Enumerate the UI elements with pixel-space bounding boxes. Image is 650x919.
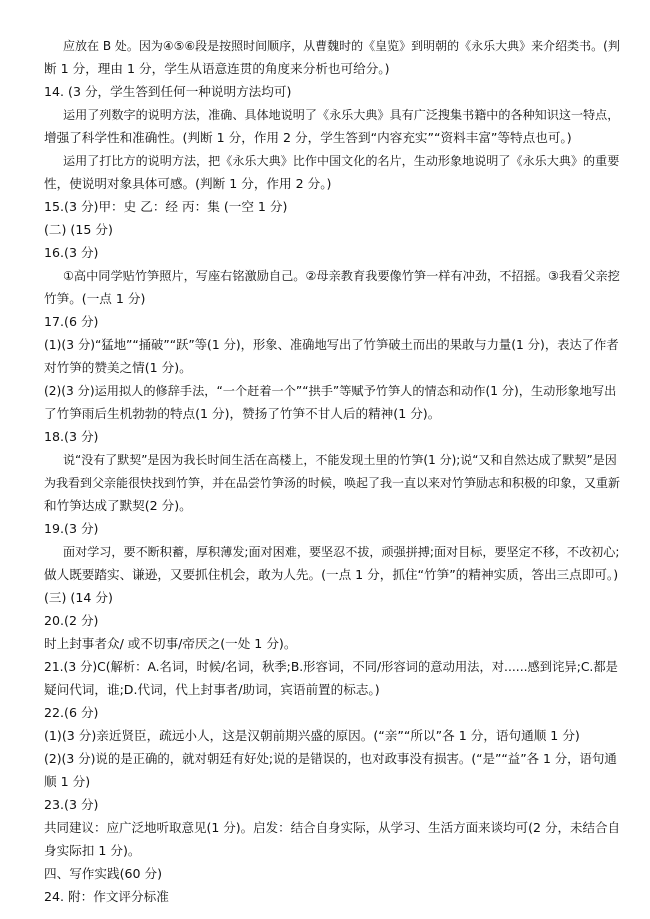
question-heading: 23.(3 分): [44, 797, 99, 812]
text-line: (2)(3 分)运用拟人的修辞手法，“一个赶着一个”“拱手”等赋予竹笋人的情态和动作(1 分)，生动形象地写出: [44, 384, 617, 398]
question-heading: 14. (3 分，学生答到任何一种说明方法均可): [44, 84, 292, 99]
text-line: (1)(3 分)亲近贤臣，疏远小人，这是汉朝前期兴盛的原因。(“亲”“所以”各 1 分，语句通顺 1 分): [44, 728, 580, 743]
text-line: 顺 1 分): [44, 774, 91, 789]
question-heading: 22.(6 分): [44, 705, 99, 720]
text-line: 面对学习，要不断积蓄，厚积薄发;面对困难，要坚忍不拔，顽强拼搏;面对目标，要坚定不移，不改初心;: [63, 545, 620, 559]
question-heading: 18.(3 分): [44, 429, 99, 444]
section-heading: 四、写作实践(60 分): [44, 866, 163, 881]
question-heading: 19.(3 分): [44, 521, 99, 536]
section-heading: (二) (15 分): [44, 222, 113, 237]
text-line: 为我看到父亲能很快找到竹笋，并在品尝竹笋汤的时候，唤起了我一直以来对竹笋励志和积极的印象，又重新: [44, 476, 621, 490]
question-heading: 15.(3 分)甲：史 乙：经 丙：集 (一空 1 分): [44, 199, 288, 214]
question-heading: 17.(6 分): [44, 314, 99, 329]
text-line: 做人既要踏实、谦逊，又要抓住机会，敢为人先。(一点 1 分，抓住“竹笋”的精神实质，答出三点即可。): [44, 567, 619, 582]
text-line: 断 1 分，理由 1 分，学生从语意连贯的角度来分析也可给分。): [44, 61, 390, 76]
text-line: 对竹笋的赞美之情(1 分)。: [44, 360, 192, 375]
text-line: (1)(3 分)“猛地”“捅破”“跃”等(1 分)，形象、准确地写出了竹笋破土而出的果敢与力量(1 分)，表达了作者: [44, 338, 619, 352]
text-line: 运用了打比方的说明方法，把《永乐大典》比作中国文化的名片，生动形象地说明了《永乐大典》的重要: [63, 154, 620, 168]
text-line: 应放在 B 处。因为④⑤⑥段是按照时间顺序，从曹魏时的《皇览》到明朝的《永乐大典》来介绍类书。(判: [63, 39, 620, 53]
section-heading: (三) (14 分): [44, 590, 113, 605]
text-line: 竹笋。(一点 1 分): [44, 291, 146, 306]
text-line: ①高中同学贴竹笋照片，写座右铭激励自己。②母亲教育我要像竹笋一样有冲劲，不招摇。③我看父亲挖: [63, 269, 620, 283]
text-line: 了竹笋雨后生机勃勃的特点(1 分)，赞扬了竹笋不甘人后的精神(1 分)。: [44, 406, 441, 421]
question-heading: 20.(2 分): [44, 613, 99, 628]
text-line: 共同建议：应广泛地听取意见(1 分)。启发：结合自身实际，从学习、生活方面来谈均可(2 分，未结合自: [44, 820, 620, 835]
text-line: 时上封事者众/ 或不切事/帝厌之(一处 1 分)。: [44, 636, 297, 651]
text-line: 增强了科学性和准确性。(判断 1 分，作用 2 分，学生答到“内容充实”“资料丰富”等特点也可。): [44, 130, 572, 145]
text-line: 21.(3 分)C(解析：A.名词，时候/名词，秋季;B.形容词，不同/形容词的意动用法，对......感到诧异;C.都是: [44, 660, 618, 674]
text-line: (2)(3 分)说的是正确的，就对朝廷有好处;说的是错误的，也对政事没有损害。(“是”“益”各 1 分，语句通: [44, 751, 617, 766]
question-heading: 24. 附：作文评分标准: [44, 889, 169, 904]
text-line: 身实际扣 1 分)。: [44, 843, 141, 858]
text-line: 性，使说明对象具体可感。(判断 1 分，作用 2 分。): [44, 176, 332, 191]
text-line: 和竹笋达成了默契(2 分)。: [44, 498, 192, 513]
text-line: 运用了列数字的说明方法，准确、具体地说明了《永乐大典》具有广泛搜集书籍中的各种知识这一特点，: [63, 108, 620, 122]
text-line: 疑问代词，谁;D.代词，代上封事者/助词，宾语前置的标志。): [44, 682, 380, 697]
text-line: 说“没有了默契”是因为我长时间生活在高楼上，不能发现土里的竹笋(1 分);说“又和自然达成了默契”是因: [63, 453, 617, 467]
question-heading: 16.(3 分): [44, 245, 99, 260]
